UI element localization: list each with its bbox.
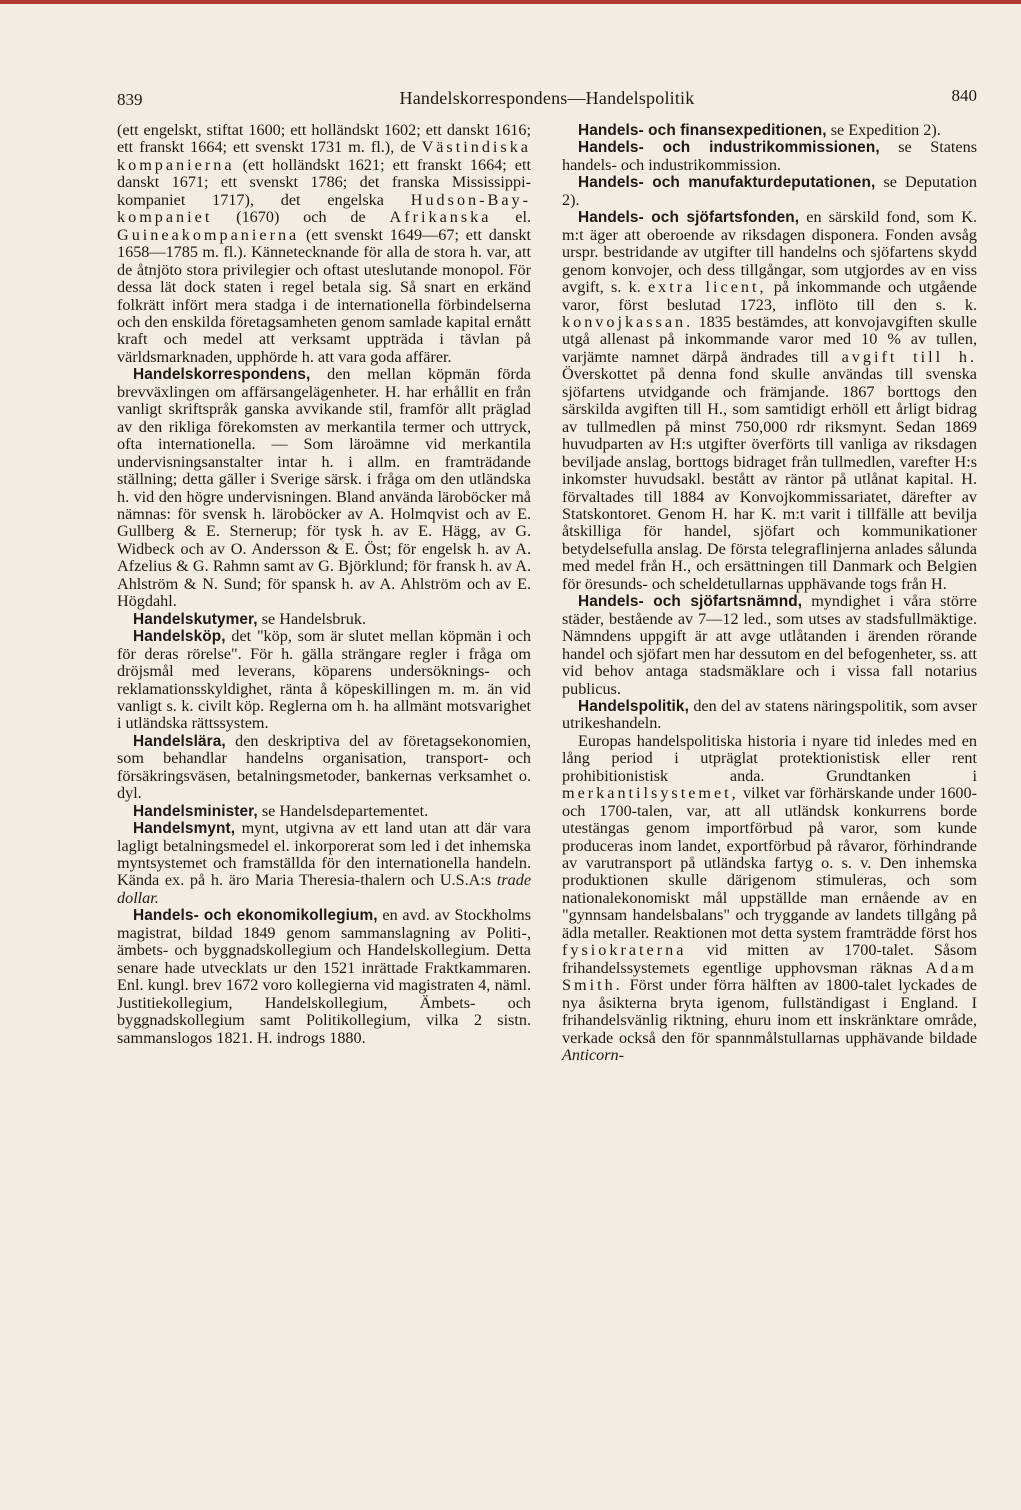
entry-handelsmynt: Handelsmynt, mynt, utgivna av ett land utan att där vara lagligt betalningsmedel el. inkorporerat som led i det inhemska myntsystemet och framställda för den internationella handeln. Kända ex. på h. äro Maria Theresia-thalern och U.S.A:s trade dollar. xyxy=(117,819,531,907)
headword: Handelsköp, xyxy=(133,628,226,646)
entry-handelslara: Handelslära, den deskriptiva del av företagsekonomien, som behandlar handelns organisation, transport- och försäkringsväsen, betalningsmetoder, bankernas verksamhet o. dyl. xyxy=(117,731,531,803)
entry-handelskorrespondens: Handelskorrespondens, den mellan köpmän förda brevväxlingen om affärsangelägenheter. H. har erhållit en från vanligt skriftspråk ganska avvikande stil, framför allt präglad av den rikliga förekomsten av merkantila termer och uttryck, ofta internationella. — Som läroämne vid merkantila undervisningsanstalter intar h. i allm. en framträdande ställning; detta gäller i Sverige särsk. i fråga om den utländska h. vid den högre undervisningen. Bland använda läroböcker må nämnas: för svensk h. läroböcker av A. Holmqvist och av E. Gullberg & E. Sternerup; för tysk h. av E. Hägg, av G. Widbeck och av O. Andersson & E. Öst; för engelsk h. av A. Afzelius & G. Rahmn samt av G. Björklund; för fransk h. av A. Ahlström & N. Sund; för spansk h. av A. Ahlström och av E. Högdahl. xyxy=(117,365,531,611)
entry-handelsminister: Handelsminister, se Handelsdepartementet. xyxy=(133,801,429,820)
right-column xyxy=(562,122,977,1064)
entry-manufakturdeputationen: Handels- och manufakturdeputationen, se Deputation 2). xyxy=(562,173,977,209)
headword: Handelsmynt, xyxy=(133,820,236,838)
page-number-right: 840 xyxy=(951,86,977,105)
headword: Handels- och manufakturdeputationen, xyxy=(578,174,876,192)
top-red-rule xyxy=(0,0,1021,4)
entry-ekonomikollegium: Handels- och ekonomikollegium, en avd. av Stockholms magistrat, bildad 1849 genom sammanslagning av Politi-, ämbets- och byggnadskollegium och Handelskollegium. Detta senare hade utvecklats ur den 1521 inrättade Fraktkammaren. Enl. kungl. brev 1672 voro kollegierna vid magistraten 4, näml. Justitiekollegium, Handelskollegium, Ämbets- och byggnadskollegium samt Politikollegium, vilka 2 sistn. sammanslogos 1821. H. indrogs 1880. xyxy=(117,906,531,1047)
running-title: Handelskorrespondens—Handelspolitik xyxy=(399,88,695,108)
page-header xyxy=(117,84,977,114)
headword: Handels- och industrikommissionen, xyxy=(578,139,880,157)
headword: Handelskutymer, xyxy=(133,610,258,628)
headword: Handelskorrespondens, xyxy=(133,366,311,384)
headword: Handels- och sjöfartsnämnd, xyxy=(578,593,803,611)
headword: Handelsminister, xyxy=(133,802,258,820)
entry-handelskutymer: Handelskutymer, se Handelsbruk. xyxy=(133,609,367,628)
entry-sjofartsfonden: Handels- och sjöfartsfonden, en särskild fond, som K. m:t äger att oberoende av riksdagen disponera. Fonden avsåg urspr. bestridande av utgifter till handelns och sjöfartens skydd genom konvojer, och dess tillgångar, som utgjordes av en viss avgift, s. k. extra licent, på inkommande och utgående varor, först beslutad 1723, inflöto till den s. k. konvojkassan. 1835 bestämdes, att konvojavgiften skulle utgå allenast på inkommande varor med 10 % av tullen, varjämte namnet därpå ändrades till avgift till h. Överskottet på denna fond skulle användas till svenska sjöfartens utvidgande och främjande. 1867 borttogs den särskilda avgiften till H., som samtidigt erhöll ett årligt bidrag av tullmedlen på minst 750,000 rdr riksmynt. Sedan 1869 huvudparten av H:s utgifter överförts till vanliga av riksdagen beviljade anslag, borttogs bidraget från tullmedlen, varefter H:s inkomster huvudsakl. bestått av räntor på utlånat kapital. H. förvaltades till 1884 av Konvojkommissariatet, därefter av Statskontoret. Genom H. har K. m:t varit i tillfälle att bevilja åtskilliga för handel, sjöfart och kommunikationer betydelsefulla anslag. De första telegraflinjerna anlades sålunda med medel från H., och ersättningen till Danmark och Belgien för öresunds- och scheldetullarnas upphävande togs från H. xyxy=(562,208,978,593)
headword: Handels- och finansexpeditionen, xyxy=(578,122,827,139)
headword: Handelslära, xyxy=(133,732,226,750)
page-number-left: 839 xyxy=(117,90,143,109)
kompanier-continuation: (ett engelskt, stiftat 1600; ett holländskt 1602; ett danskt 1616; ett franskt 1664; ett svenskt 1731 m. fl.), de Västindiska kompanierna (ett holländskt 1621; ett franskt 1664; ett danskt 1671; ett svenskt 1786; det franska Mississippi-kompaniet 1717), det engelska Hudson-Bay-kompaniet (1670) och de Afrikanska el. Guineakompanierna (ett svenskt 1649—67; ett danskt 1658—1785 m. fl.). Kännetecknande för alla de stora h. var, att de åtnjöto stora privilegier och oftast uteslutande monopol. För dessa lät dock staten i regel betala sig. Så snart en erkänd folkrätt infört mera stadga i de internationella förbindelserna och den enskilda företagsamheten genom samlade kapital ernått kraft och medel att verksamt uppträda i tävlan på världsmarknaden, upphörde h. att vara goda affärer. xyxy=(117,121,532,366)
left-column xyxy=(117,122,531,1047)
entry-industrikommissionen: Handels- och industrikommissionen, se Statens handels- och industrikommission. xyxy=(562,138,977,174)
entry-handelskop: Handelsköp, det "köp, som är slutet mellan köpmän i och för deras rörelse". För h. gälla strängare regler i fråga om dröjsmål med leverans, köparens undersöknings- och reklamationsskyldighet, ränta å köpeskillingen m. m. än vid vanligt s. k. civilt köp. Reglerna om h. ha allmänt motsvarighet i utländska rättssystem. xyxy=(117,627,531,733)
headword: Handels- och sjöfartsfonden, xyxy=(578,209,800,227)
handelspolitik-paragraph: Europas handelspolitiska historia i nyare tid inledes med en lång period i utpräglat protektionistisk eller rent prohibitionistisk anda. Grundtanken i merkantilsystemet, vilket var förhärskande under 1600- och 1700-talen, var, att all utländsk konkurrens borde utestängas genom importförbud på varor, som kunde produceras inom landet, exportförbud på råvaror, förhindrande av varutransport på utländska fartyg o. s. v. Den inhemska produktionen skulle därigenom stimuleras, och som nationalekonomiskt mål uppställde man ernående av en "gynnsam handelsbalans" och tryggande av landets tillgång på ädla metaller. Reaktionen mot detta system framträdde först hos fysiokraterna vid mitten av 1700-talet. Såsom frihandelssystemets egentlige upphovsman räknas Adam Smith. Först under förra hälften av 1800-talet lyckades de nya åsikterna bryta igenom, fullständigast i England. I frihandelsvänlig riktning, ehuru inom ett inskränktare område, verkade också den för spannmålstullarnas upphävande bildade Anticorn- xyxy=(562,731,977,1065)
headword: Handelspolitik, xyxy=(578,697,689,715)
headword: Handels- och ekonomikollegium, xyxy=(133,907,378,925)
entry-handelspolitik: Handelspolitik, den del av statens näringspolitik, som avser utrikeshandeln. xyxy=(562,696,977,733)
entry-sjofartsnamnd: Handels- och sjöfartsnämnd, myndighet i våra större städer, bestående av 7—12 led., som utses av stadsfullmäktige. Nämndens uppgift är att avge utlåtanden i ärenden rörande handel och sjöfart men har dessutom en del befogenheter, ss. att vid behov antaga stadsmäklare och i vissa fall notarius publicus. xyxy=(562,592,977,698)
entry-finansexpeditionen: Handels- och finansexpeditionen, se Expedition 2). xyxy=(578,121,941,139)
